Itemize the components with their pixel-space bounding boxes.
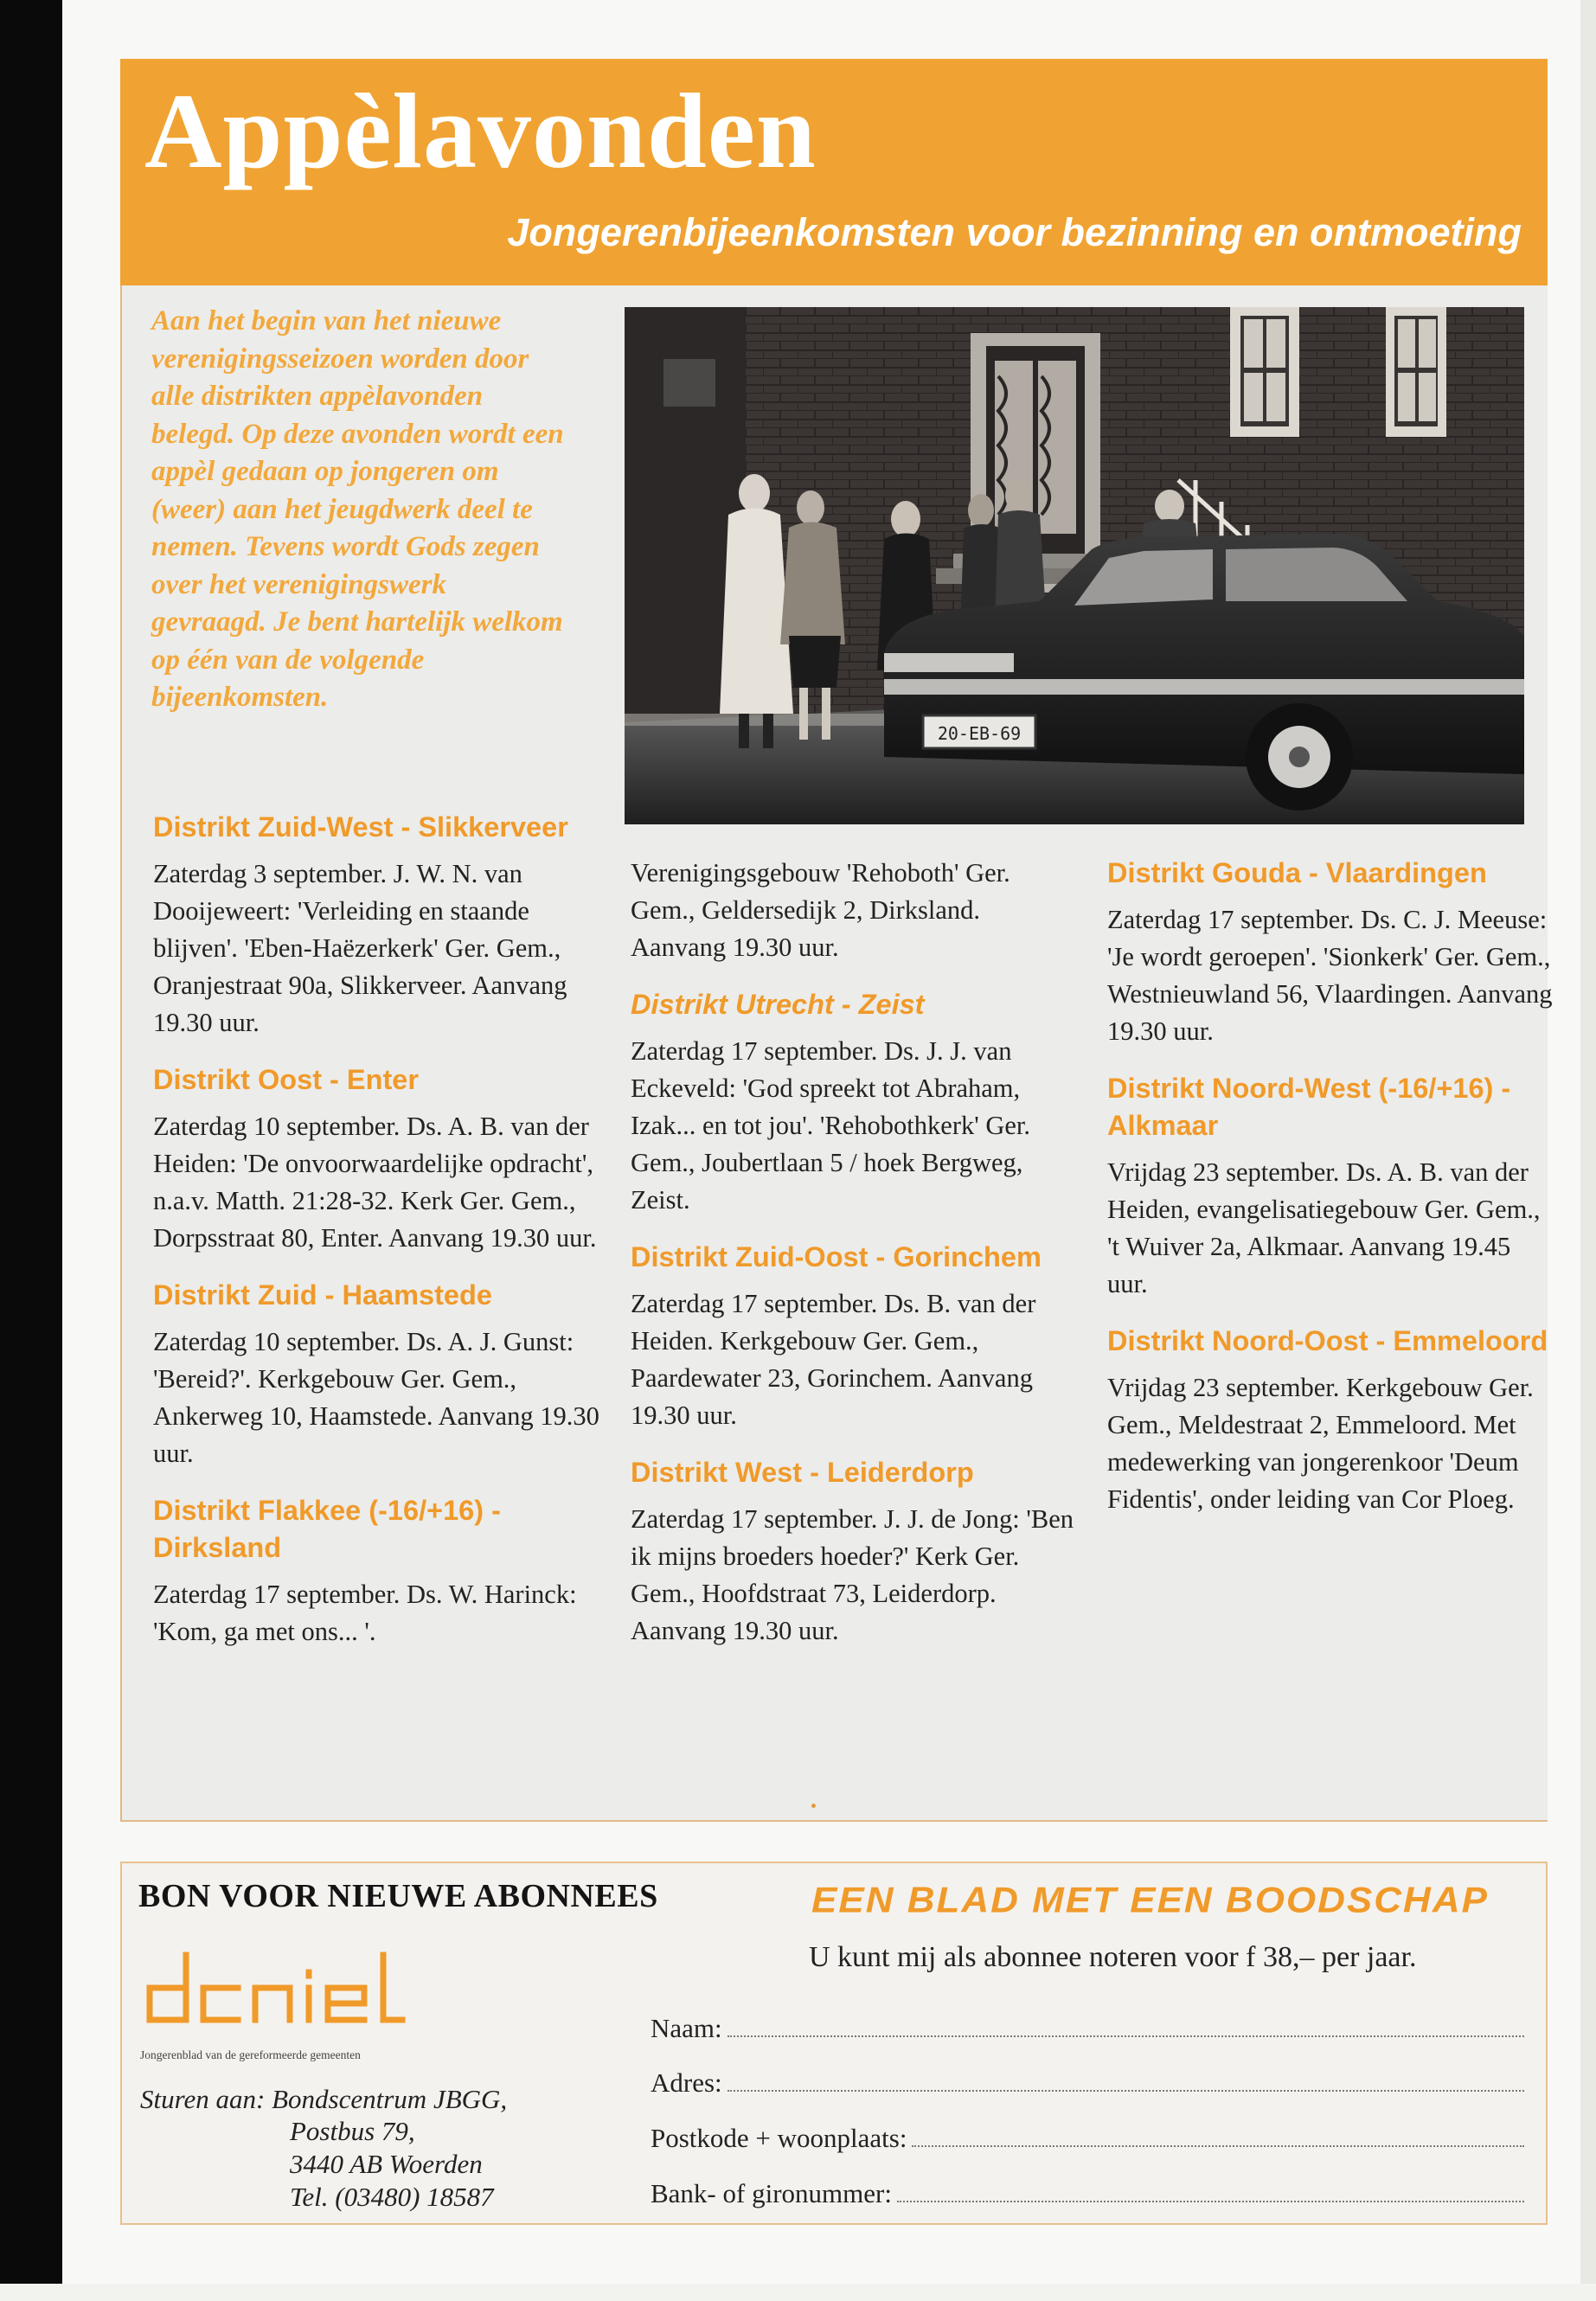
scan-right-edge xyxy=(1580,0,1596,2301)
mailing-address xyxy=(290,2115,494,2214)
fill-in-line[interactable] xyxy=(727,2035,1524,2037)
coupon-slogan: EEN BLAD MET EEN BOODSCHAP xyxy=(811,1880,1489,1920)
license-plate-text: 20-EB-69 xyxy=(937,723,1022,744)
fill-in-line[interactable] xyxy=(727,2090,1524,2092)
event-details: Zaterdag 3 september. J. W. N. van Dooijeweert: 'Verleiding en staande blijven'. 'Eben-Haëzerkerk' Ger. Gem., Oranjestraat 90a, Slikkerveer. Aanvang 19.30 uur. xyxy=(153,859,567,1037)
district-heading: Distrikt Zuid-West - Slikkerveer xyxy=(153,811,568,843)
field-label: Bank- of gironummer: xyxy=(651,2178,892,2208)
event-details: Zaterdag 10 september. Ds. A. J. Gunst: 'Bereid?'. Kerkgebouw Ger. Gem., Ankerweg 10, Haamstede. Aanvang 19.30 uur. xyxy=(153,1327,599,1468)
column-2 xyxy=(631,855,1080,1670)
address-field[interactable] xyxy=(651,2064,1524,2099)
district-heading: Distrikt Oost - Enter xyxy=(153,1064,419,1095)
field-label: Postkode + woonplaats: xyxy=(651,2123,907,2153)
print-speck xyxy=(811,1804,816,1808)
event-details-continued: Verenigingsgebouw 'Rehoboth' Ger. Gem., Geldersedijk 2, Dirksland. Aanvang 19.30 uur. xyxy=(631,858,1010,962)
event-details: Zaterdag 17 september. Ds. W. Harinck: 'Kom, ga met ons... '. xyxy=(153,1580,577,1646)
bank-account-field[interactable] xyxy=(651,2175,1524,2209)
district-heading: Distrikt Utrecht - Zeist xyxy=(631,989,925,1020)
fill-in-line[interactable] xyxy=(912,2145,1524,2147)
page-subtitle: Jongerenbijeenkomsten voor bezinning en ontmoeting xyxy=(507,210,1522,254)
scan-left-edge xyxy=(0,0,62,2301)
event-noord-oost xyxy=(1107,1323,1557,1518)
event-gouda xyxy=(1107,855,1557,1050)
field-label: Adres: xyxy=(651,2067,722,2098)
address-line: 3440 AB Woerden xyxy=(290,2149,483,2179)
daniel-logo xyxy=(143,1938,420,2041)
column-1 xyxy=(153,809,603,1670)
event-utrecht xyxy=(631,986,1080,1219)
event-details: Zaterdag 10 september. Ds. A. B. van der Heiden: 'De onvoorwaardelijke opdracht', n.a.v. Matth. 21:28-32. Kerk Ger. Gem., Dorpsstraat 80, Enter. Aanvang 19.30 uur. xyxy=(153,1112,597,1253)
event-details: Zaterdag 17 september. J. J. de Jong: 'Ben ik mijns broeders hoeder?' Kerk Ger. Gem., Hoofdstraat 73, Leiderdorp. Aanvang 19.30 uur. xyxy=(631,1504,1074,1645)
fill-in-line[interactable] xyxy=(897,2201,1524,2202)
event-details: Zaterdag 17 september. Ds. C. J. Meeuse: 'Je wordt geroepen'. 'Sionkerk' Ger. Gem., Westnieuwland 56, Vlaardingen. Aanvang 19.30 uur. xyxy=(1107,905,1553,1046)
event-details: Zaterdag 17 september. Ds. J. J. van Eckeveld: 'God spreekt tot Abraham, Izak... en tot jou'. 'Rehobothkerk' Ger. Gem., Joubertlaan 5 / hoek Bergweg, Zeist. xyxy=(631,1036,1031,1215)
event-details: Vrijdag 23 september. Kerkgebouw Ger. Gem., Meldestraat 2, Emmeloord. Met medewerking van jongerenkoor 'Deum Fidentis', onder leiding van Cor Ploeg. xyxy=(1107,1373,1534,1514)
postcode-city-field[interactable] xyxy=(651,2119,1524,2154)
event-west xyxy=(631,1454,1080,1650)
page-title: Appèlavonden xyxy=(144,72,817,190)
event-oost xyxy=(153,1061,603,1257)
district-heading: Distrikt Noord-West (-16/+16) - Alkmaar xyxy=(1107,1073,1511,1141)
subscription-offer: U kunt mij als abonnee noteren voor f 38,– per jaar. xyxy=(809,1941,1417,1973)
event-flakkee xyxy=(153,1492,603,1650)
name-field[interactable] xyxy=(651,2009,1524,2044)
event-zuid-oost xyxy=(631,1239,1080,1434)
scan-bottom-edge xyxy=(0,2284,1596,2301)
event-noord-west xyxy=(1107,1070,1557,1303)
district-heading: Distrikt Zuid-Oost - Gorinchem xyxy=(631,1241,1042,1272)
district-heading: Distrikt West - Leiderdorp xyxy=(631,1457,974,1488)
coupon-heading: BON VOOR NIEUWE ABONNEES xyxy=(138,1878,658,1914)
event-zuid xyxy=(153,1277,603,1472)
send-to-label: Sturen aan: Bondscentrum JBGG, xyxy=(140,2084,508,2114)
district-heading: Distrikt Flakkee (-16/+16) - Dirksland xyxy=(153,1495,501,1563)
district-heading: Distrikt Zuid - Haamstede xyxy=(153,1279,492,1311)
address-line: Postbus 79, xyxy=(290,2116,415,2146)
logo-caption: Jongerenblad van de gereformeerde gemeenten xyxy=(140,2048,361,2061)
header-band xyxy=(120,59,1548,285)
district-heading: Distrikt Gouda - Vlaardingen xyxy=(1107,857,1487,888)
district-heading: Distrikt Noord-Oost - Emmeloord xyxy=(1107,1325,1548,1356)
photo-illustration xyxy=(625,307,1524,824)
field-label: Naam: xyxy=(651,2013,722,2043)
event-zuid-west xyxy=(153,809,603,1042)
photo-church-with-car xyxy=(625,307,1524,824)
event-details: Zaterdag 17 september. Ds. B. van der Heiden. Kerkgebouw Ger. Gem., Paardewater 23, Gorinchem. Aanvang 19.30 uur. xyxy=(631,1289,1036,1430)
column-3 xyxy=(1107,855,1557,1538)
event-details: Vrijdag 23 september. Ds. A. B. van der Heiden, evangelisatiegebouw Ger. Gem., 't Wuiver 2a, Alkmaar. Aanvang 19.45 uur. xyxy=(1107,1157,1541,1298)
address-line: Tel. (03480) 18587 xyxy=(290,2182,494,2212)
intro-text: Aan het begin van het nieuwe verenigingsseizoen worden door alle distrikten appèlavonden belegd. Op deze avonden wordt een appèl gedaan op jongeren om (weer) aan het jeugdwerk deel te nemen. Tevens wordt Gods zegen over het verenigingswerk gevraagd. Je bent hartelijk welkom op één van de volgende bijeenkomsten. xyxy=(151,305,564,713)
